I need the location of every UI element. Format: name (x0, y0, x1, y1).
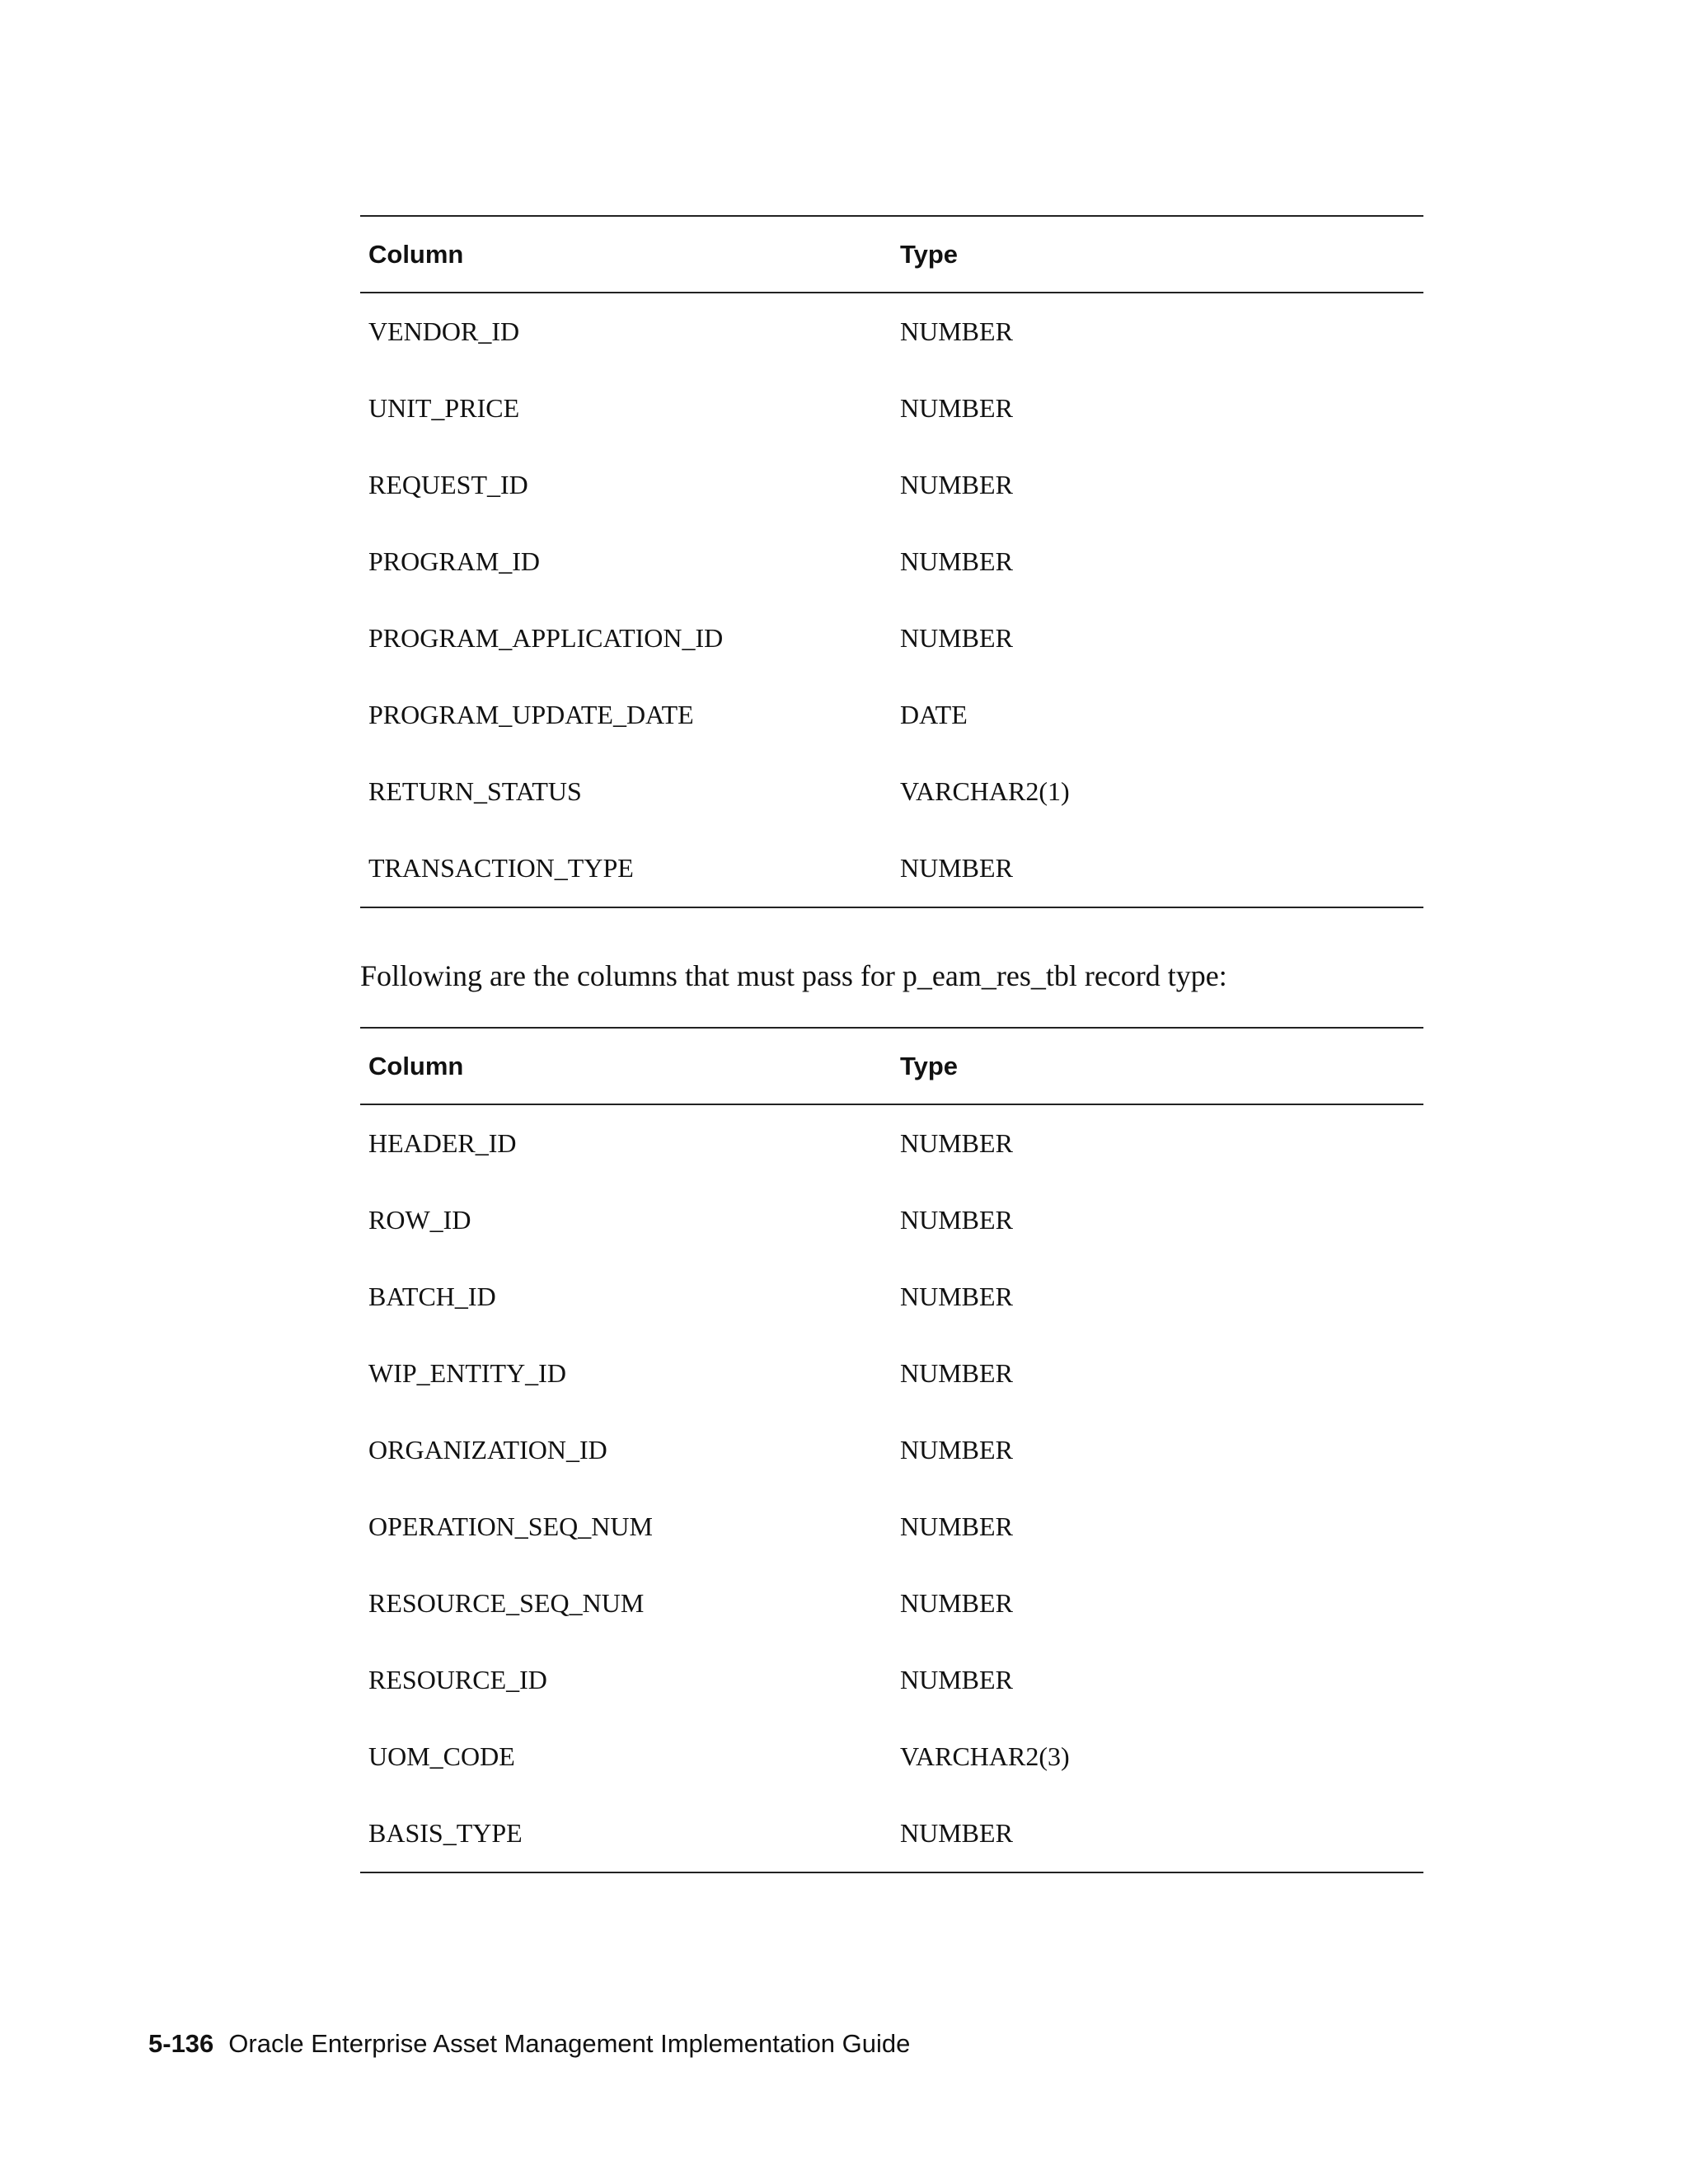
table-row (360, 1104, 1423, 1182)
column-name-cell: ORGANIZATION_ID (368, 1435, 607, 1465)
column-name-cell: PROGRAM_ID (368, 546, 541, 576)
column-name-cell: REQUEST_ID (368, 470, 528, 499)
table-row (360, 1335, 1423, 1412)
table-row (360, 830, 1423, 907)
column-type-table-1 (360, 215, 1423, 908)
column-type-cell: NUMBER (900, 393, 1013, 423)
column-name-cell: BATCH_ID (368, 1282, 496, 1311)
column-header: Column (360, 216, 892, 293)
table-row (360, 1258, 1423, 1335)
table-row (360, 1642, 1423, 1718)
table-row (360, 677, 1423, 753)
intro-paragraph: Following are the columns that must pass for p_eam_res_tbl record type: (360, 959, 1227, 992)
column-name-cell: OPERATION_SEQ_NUM (368, 1511, 653, 1541)
table-row (360, 600, 1423, 677)
column-name-cell: ROW_ID (368, 1205, 471, 1235)
table-row (360, 447, 1423, 523)
table-row (360, 370, 1423, 447)
column-type-cell: VARCHAR2(1) (900, 776, 1070, 806)
column-header: Column (360, 1028, 892, 1104)
column-name-cell: VENDOR_ID (368, 316, 520, 346)
type-header: Type (892, 216, 1423, 293)
column-type-cell: NUMBER (892, 1795, 1423, 1872)
column-name-cell: PROGRAM_UPDATE_DATE (368, 700, 694, 729)
book-title: Oracle Enterprise Asset Management Implementation Guide (228, 2029, 911, 2058)
column-name-cell: HEADER_ID (368, 1128, 517, 1158)
table-row (360, 293, 1423, 370)
column-type-cell: NUMBER (900, 316, 1013, 346)
column-name-cell: WIP_ENTITY_ID (368, 1358, 566, 1388)
table-row (360, 1565, 1423, 1642)
page-number: 5-136 (148, 2029, 214, 2058)
table-row (360, 1795, 1423, 1872)
column-type-table-2 (360, 1027, 1423, 1873)
table-row (360, 1488, 1423, 1565)
column-type-cell: NUMBER (900, 1665, 1013, 1694)
table-row (360, 523, 1423, 600)
table-header-row (360, 1028, 1423, 1104)
column-type-cell: NUMBER (900, 1358, 1013, 1388)
column-type-cell: NUMBER (900, 623, 1013, 653)
column-name-cell: TRANSACTION_TYPE (360, 830, 892, 907)
table-row (360, 1412, 1423, 1488)
page-footer (148, 2027, 910, 2060)
type-header: Type (892, 1028, 1423, 1104)
table-body (360, 293, 1423, 907)
table-row (360, 1182, 1423, 1258)
table-body (360, 1104, 1423, 1872)
column-type-cell: NUMBER (900, 1435, 1013, 1465)
table-header-row (360, 216, 1423, 293)
table-row (360, 1718, 1423, 1795)
column-type-cell: NUMBER (900, 1511, 1013, 1541)
column-type-cell: NUMBER (900, 1282, 1013, 1311)
column-type-cell: NUMBER (900, 470, 1013, 499)
column-type-cell: NUMBER (900, 1588, 1013, 1618)
column-name-cell: RESOURCE_SEQ_NUM (368, 1588, 645, 1618)
column-name-cell: RESOURCE_ID (368, 1665, 547, 1694)
column-type-cell: NUMBER (892, 830, 1423, 907)
column-type-cell: NUMBER (900, 546, 1013, 576)
column-type-cell: VARCHAR2(3) (900, 1741, 1070, 1771)
column-name-cell: RETURN_STATUS (368, 776, 582, 806)
column-name-cell: PROGRAM_APPLICATION_ID (368, 623, 724, 653)
column-type-cell: NUMBER (900, 1205, 1013, 1235)
column-name-cell: UNIT_PRICE (368, 393, 520, 423)
column-type-cell: DATE (900, 700, 968, 729)
column-name-cell: BASIS_TYPE (360, 1795, 892, 1872)
column-type-cell: NUMBER (900, 1128, 1013, 1158)
column-name-cell: UOM_CODE (368, 1741, 515, 1771)
table-row (360, 753, 1423, 830)
